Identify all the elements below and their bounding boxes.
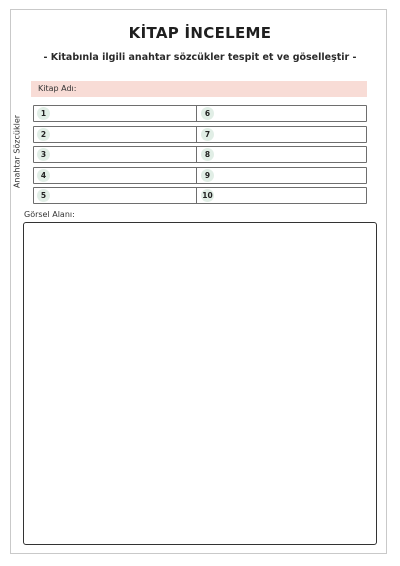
- book-name-label: Kitap Adı:: [38, 84, 77, 93]
- page-subtitle: - Kitabınla ilgili anahtar sözcükler tespit et ve göselleştir -: [43, 52, 357, 63]
- keyword-cell[interactable]: [197, 188, 366, 203]
- page-title: KİTAP İNCELEME: [128, 24, 272, 42]
- book-name-field[interactable]: [31, 81, 367, 97]
- keyword-cell[interactable]: [34, 106, 197, 121]
- keyword-number: 1: [37, 107, 50, 120]
- visual-area-box[interactable]: [23, 222, 377, 545]
- keyword-cell[interactable]: [197, 106, 366, 121]
- keyword-row: [33, 187, 367, 204]
- keyword-number: 6: [201, 107, 214, 120]
- keyword-row: [33, 146, 367, 163]
- keyword-cell[interactable]: [34, 127, 197, 142]
- keyword-cell[interactable]: [34, 168, 197, 183]
- keyword-cell[interactable]: [34, 147, 197, 162]
- keyword-number: 3: [37, 148, 50, 161]
- keyword-cell[interactable]: [197, 168, 366, 183]
- keyword-row: [33, 105, 367, 122]
- keyword-number: 9: [201, 169, 214, 182]
- keyword-cell[interactable]: [197, 127, 366, 142]
- keyword-row: [33, 126, 367, 143]
- keyword-cell[interactable]: [34, 188, 197, 203]
- keyword-number: 4: [37, 169, 50, 182]
- keyword-row: [33, 167, 367, 184]
- visual-area-label: Görsel Alanı:: [24, 210, 75, 219]
- keyword-number: 2: [37, 128, 50, 141]
- keywords-grid: [33, 105, 367, 208]
- keyword-number: 5: [37, 189, 50, 202]
- keyword-number: 8: [201, 148, 214, 161]
- keyword-cell[interactable]: [197, 147, 366, 162]
- keyword-number: 10: [202, 191, 213, 200]
- keywords-side-label-text: Anahtar Sözcükler: [12, 114, 22, 189]
- keyword-number: 7: [201, 128, 214, 141]
